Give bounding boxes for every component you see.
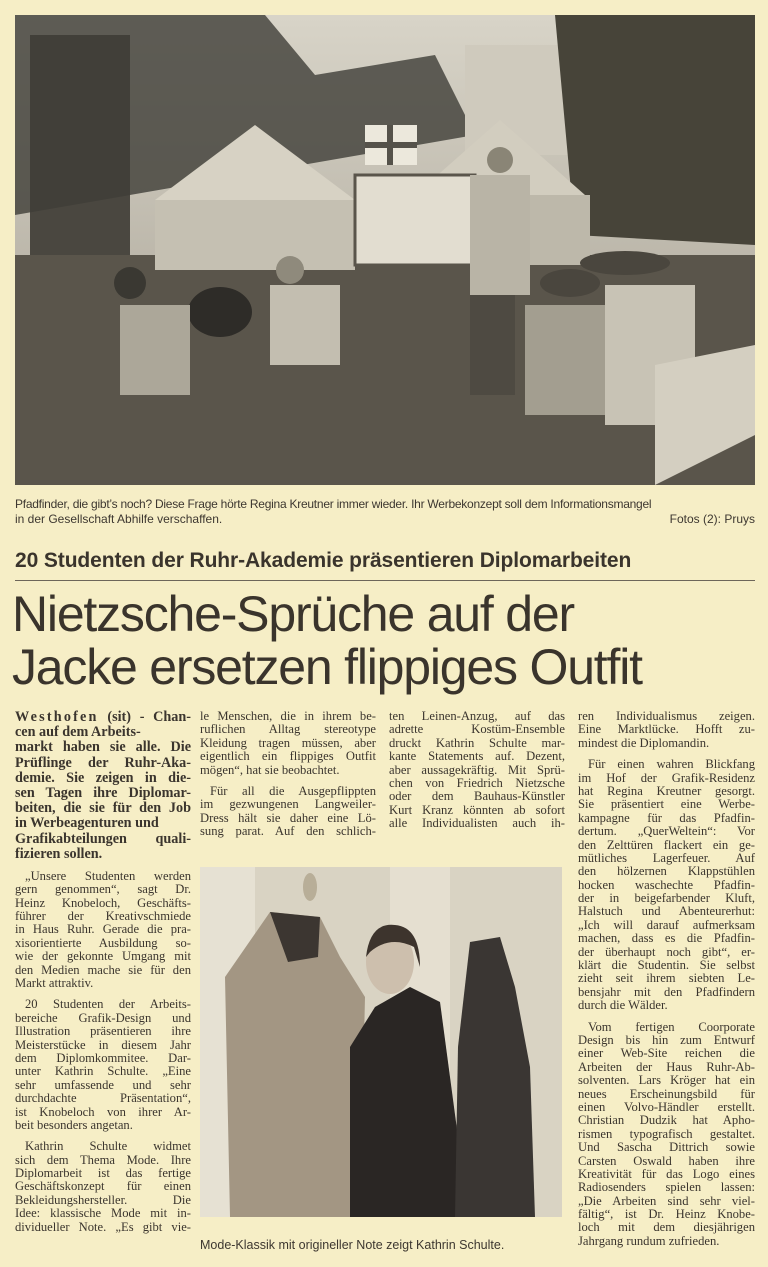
text-line: führer der Kreativschmiede xyxy=(15,909,191,924)
text-line: Illustration präsentieren ihre xyxy=(15,1024,191,1039)
text-line: rismen typografisch gestaltet. xyxy=(578,1126,755,1141)
text-line: cen auf dem Arbeits- xyxy=(15,724,141,741)
text-line: Dress hält sie daher eine Lö- xyxy=(200,810,376,825)
text-line: Diplomarbeit ist das fertige xyxy=(15,1166,191,1181)
text-line: Sie präsentiert eine Werbe- xyxy=(578,797,755,812)
text-line: „Unsere Studenten werden xyxy=(25,868,191,883)
text-line: alle Individualisten auch ih- xyxy=(389,816,565,831)
text-line: „Ich will darauf aufmerksam xyxy=(578,917,755,932)
text-line: aber aussagekräftig. Mit Sprü- xyxy=(389,762,565,777)
headline xyxy=(12,588,642,694)
text-line: druckt Kathrin Schulte mar- xyxy=(389,735,565,750)
text-line xyxy=(15,710,191,725)
paragraph xyxy=(389,710,565,831)
text-line: Halstuch und Abenteurerhut: xyxy=(578,904,755,919)
text-line: adrette Kostüm-Ensemble xyxy=(389,722,565,737)
column-1 xyxy=(15,710,191,1242)
caption-line-1: Pfadfinder, die gibt’s noch? Diese Frage hörte Regina Kreutner immer wieder. Ihr Werbekonzept soll dem Informationsmangel xyxy=(15,497,652,511)
text-line: Christian Dudzik hat Apho- xyxy=(578,1113,755,1128)
text-line: den Zelttüren flackert ein ge- xyxy=(578,837,755,852)
text-line: kante Statements auf. Dezent, xyxy=(389,749,565,764)
text-line: Vom fertigen Coorporate xyxy=(588,1019,755,1034)
text-line: beit besonders angetan. xyxy=(15,1117,133,1132)
text-line: dividueller Note. „Es gibt vie- xyxy=(15,1219,191,1234)
dateline: Westhofen xyxy=(15,709,99,725)
text-line: Bekleidungshersteller. Die xyxy=(15,1192,191,1207)
text-line: gern genommen“, sagt Dr. xyxy=(15,882,191,897)
text-line: Prüflinge der Ruhr-Aka- xyxy=(15,754,191,771)
text-line: markt haben sie alle. Die xyxy=(15,739,191,756)
top-photo-caption xyxy=(15,497,755,527)
text-line: Carsten Oswald haben ihre xyxy=(578,1153,755,1168)
text-line: demie. Sie zeigen in die- xyxy=(15,769,191,786)
text-line: Eine Marktlücke. Hofft zu- xyxy=(578,722,755,737)
column-4 xyxy=(578,710,755,1256)
fashion-photo xyxy=(200,867,562,1217)
text-line: Idee: klassische Mode mit in- xyxy=(15,1206,191,1221)
caption-line-2: in der Gesellschaft Abhilfe verschaffen. xyxy=(15,512,223,526)
bottom-photo-caption: Mode-Klassik mit origineller Note zeigt Kathrin Schulte. xyxy=(200,1238,505,1252)
text-line: neues Erscheinungsbild für xyxy=(578,1086,755,1101)
text-line: Für all die Ausgepflippten xyxy=(210,783,376,798)
text-line: kampagne für das Pfadfin- xyxy=(578,810,755,825)
text-line: sich dem Thema Mode. Ihre xyxy=(15,1152,191,1167)
text-line: Jahrgang rundum zufrieden. xyxy=(578,1233,720,1248)
text-line: Heinz Knobeloch, Geschäfts- xyxy=(15,895,191,910)
text-line: der in beigefarbender Kluft, xyxy=(578,891,755,906)
photo-credit: Fotos (2): Pruys xyxy=(669,512,755,526)
text-line: zieht seit ihrem siebten Le- xyxy=(578,971,755,986)
paragraph xyxy=(15,1140,191,1234)
text-line: oder dem Bauhaus-Künstler xyxy=(389,789,565,804)
text-line: bereiche Grafik-Design und xyxy=(15,1010,191,1025)
headline-line-1: Nietzsche-Sprüche auf der xyxy=(12,586,574,642)
text-line: mögen“, hat sie beobachtet. xyxy=(200,762,340,777)
text-line: durchdachte Präsentation“, xyxy=(15,1091,191,1106)
text-line: solventen. Lars Kröger hat ein xyxy=(578,1073,755,1088)
paragraph xyxy=(578,1021,755,1249)
text-line: Arbeiten der Haus Ruhr-Ab- xyxy=(578,1059,755,1074)
text-line: unter Kathrin Schulte. „Eine xyxy=(15,1064,191,1079)
text-line: Geschäftskonzept für einen xyxy=(15,1179,191,1194)
paragraph xyxy=(578,710,755,750)
text-line: Kurt Kranz könnten ab sofort xyxy=(389,802,565,817)
text-line: bensjahr mit den Pfadfindern xyxy=(578,984,755,999)
text-line: Und Sascha Dittrich sowie xyxy=(578,1140,755,1155)
text-line: in Haus Ruhr. Gerade die pra- xyxy=(15,922,191,937)
text-line: im Hof der Grafik-Residenz xyxy=(578,770,755,785)
text-line: xisorientierte Ausbildung so- xyxy=(15,935,191,950)
text-line: einen Volvo-Händler erstellt. xyxy=(578,1099,755,1114)
text-line: beiten, die sie für den Job xyxy=(15,800,191,817)
text-line: Kathrin Schulte widmet xyxy=(25,1139,191,1154)
text-line: ruflichen Alltag stereotype xyxy=(200,722,376,737)
scouts-camp-photo xyxy=(15,15,755,485)
text-line: sehr umfassende und sehr xyxy=(15,1077,191,1092)
text-line: im gezwungenen Langweiler- xyxy=(200,797,376,812)
text-line: eigentlich ein flippiges Outfit xyxy=(200,749,376,764)
text-line: Radiosenders spielen lassen: xyxy=(578,1180,755,1195)
text-line: Kleidung tragen müssen, aber xyxy=(200,735,376,750)
text-line: chen von Friedrich Nietzsche xyxy=(389,775,565,790)
text-line: „Die Arbeiten sind sehr viel- xyxy=(578,1193,755,1208)
text-line: Meisterstücke in diesem Jahr xyxy=(15,1037,191,1052)
text-line: den Medien mache sie für den xyxy=(15,962,191,977)
text-line: 20 Studenten der Arbeits- xyxy=(25,997,191,1012)
text-line: hocken waschechte Pfadfin- xyxy=(578,877,755,892)
text-line: dertum. „QuerWeltein“: Vor xyxy=(578,824,755,839)
text-line: ten Leinen-Anzug, auf das xyxy=(389,709,565,723)
text-line: le Menschen, die in ihrem be- xyxy=(200,709,376,723)
column-1-body xyxy=(15,870,191,1234)
column-3 xyxy=(389,710,565,839)
text-line: der überhaupt noch gibt“, er- xyxy=(578,944,755,959)
text-line: einer Web-Site reichen die xyxy=(578,1046,755,1061)
text-line: hat Regina Kreutner gesorgt. xyxy=(578,783,755,798)
lead-text: (sit) - Chan- xyxy=(98,709,191,725)
text-line: durch die Wälder. xyxy=(578,998,668,1013)
paragraph xyxy=(15,998,191,1132)
text-line: machen, dass es die Pfadfin- xyxy=(578,931,755,946)
paragraph xyxy=(200,710,376,777)
column-2 xyxy=(200,710,376,847)
text-line: Markt attraktiv. xyxy=(15,976,94,990)
text-line: Design bis hin zum Entwurf xyxy=(578,1032,755,1047)
paragraph xyxy=(200,785,376,839)
divider xyxy=(15,580,755,581)
text-line: klärt die Studentin. Sie selbst xyxy=(578,958,755,973)
text-line: in Werbeagenturen und xyxy=(15,815,159,832)
text-line: mütliches Lagerfeuer. Auf xyxy=(578,850,755,865)
text-line: dem Diplomkommitee. Dar- xyxy=(15,1050,191,1065)
text-line: Für einen wahren Blickfang xyxy=(588,757,755,772)
text-line: ist Knobeloch von ihrer Ar- xyxy=(15,1104,191,1119)
subheadline: 20 Studenten der Ruhr-Akademie präsentieren Diplomarbeiten xyxy=(15,549,632,572)
text-line: fältig“, ist Dr. Heinz Knobe- xyxy=(578,1207,755,1222)
text-line: Grafikabteilungen quali- xyxy=(15,830,191,847)
headline-line-2: Jacke ersetzen flippiges Outfit xyxy=(12,639,642,695)
paragraph xyxy=(578,758,755,1012)
text-line: fizieren sollen. xyxy=(15,845,103,862)
text-line: mindest die Diplomandin. xyxy=(578,735,710,750)
text-line: sung parat. Auf den schlich- xyxy=(200,824,376,839)
text-line: loch mit dem diesjährigen xyxy=(578,1220,755,1235)
lead-paragraph xyxy=(15,710,191,862)
text-line: den hölzernen Klappstühlen xyxy=(578,864,755,879)
text-line: ren Individualismus zeigen. xyxy=(578,709,755,723)
text-line: wie der gekonnte Umgang mit xyxy=(15,949,191,964)
text-line: Kreativität für das Logo eines xyxy=(578,1166,755,1181)
paragraph xyxy=(15,870,191,991)
text-line: sen Tagen ihre Diplomar- xyxy=(15,784,191,801)
